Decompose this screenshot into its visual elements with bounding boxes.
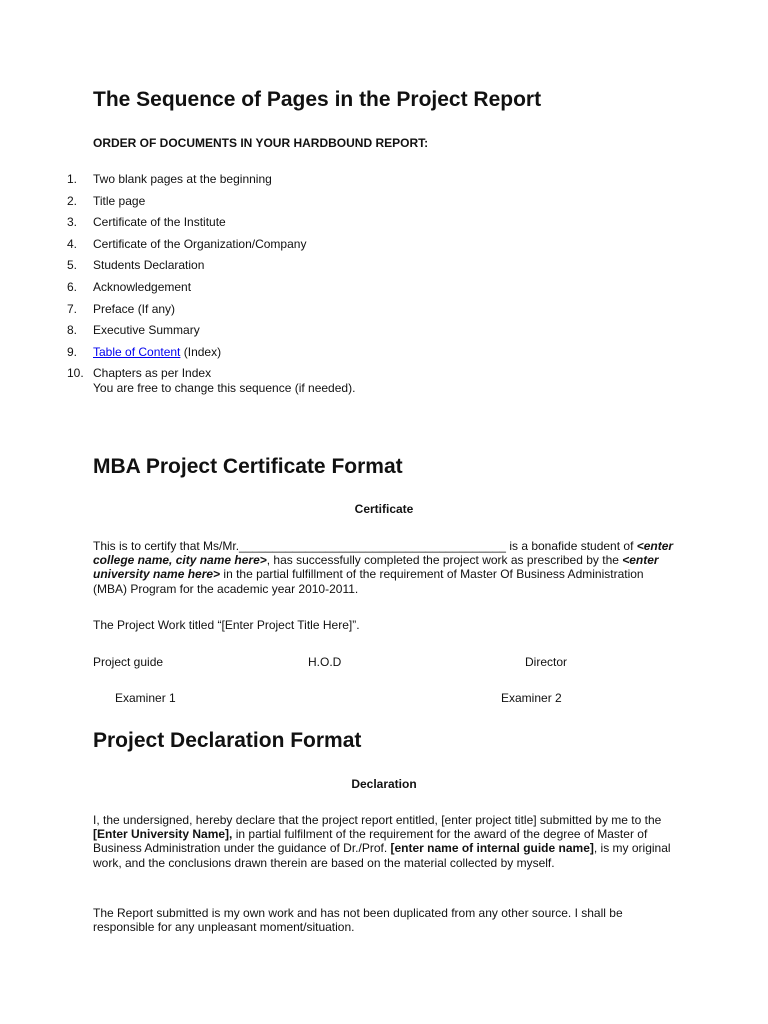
project-work-title: The Project Work titled “[Enter Project Title Here]”. (93, 618, 360, 632)
signature-director: Director (525, 655, 568, 669)
list-item: 10. Chapters as per Index (67, 366, 212, 381)
college-placeholder: <enter college name, city name here> (93, 539, 674, 568)
university-placeholder: <enter university name here> (93, 553, 659, 582)
declaration-closing-paragraph: The Report submitted is my own work and has not been duplicated from any other source. I shall be responsible for any unpleasant moment/situation. (93, 906, 623, 935)
signature-hod: H.O.D (308, 655, 342, 669)
sequence-list (67, 172, 307, 388)
list-item: 1. Two blank pages at the beginning (67, 172, 272, 186)
internal-guide-placeholder: [enter name of internal guide name] (390, 841, 594, 856)
list-item: 6. Acknowledgement (67, 279, 192, 294)
declaration-paragraph: I, the undersigned, hereby declare that the project report entitled, [enter project title] submitted by me to the [Enter University Name], in partial fulfilment of the requirement for the award of the degree of Master of Business Administration under the guidance of Dr./Prof. [enter name of internal guide name], is my original work, and the conclusions drawn therein are based on the material collected by myself. (93, 813, 671, 870)
list-item: 2. Title page (67, 193, 146, 208)
table-of-content-link[interactable]: Table of Content (93, 344, 181, 359)
declaration-subtitle: Declaration (351, 777, 417, 791)
list-item: 4. Certificate of the Organization/Company (67, 236, 307, 251)
university-name-placeholder: [Enter University Name], (93, 827, 233, 842)
list-item: 5. Students Declaration (67, 258, 205, 273)
declaration-title: Project Declaration Format (93, 729, 362, 752)
signature-examiner-1: Examiner 1 (115, 691, 176, 705)
signature-examiner-2: Examiner 2 (501, 691, 562, 705)
list-item: 3. Certificate of the Institute (67, 215, 226, 230)
signature-project-guide: Project guide (93, 655, 164, 669)
certificate-paragraph: This is to certify that Ms/Mr.________________________________________ is a bonafide student of <enter college name, city name here>, has successfully completed the project work as prescribed by the <enter university name here> in the partial fulfillment of the requirement of Master Of Business Administration (MBA) Program for the academic year 2010-2011. (93, 539, 674, 596)
sequence-note: You are free to change this sequence (if needed). (93, 381, 356, 395)
sequence-title: The Sequence of Pages in the Project Report (93, 88, 542, 111)
order-heading: ORDER OF DOCUMENTS IN YOUR HARDBOUND REPORT: (93, 136, 429, 150)
list-item: 9. Table of Content (Index) (67, 344, 222, 359)
certificate-title: MBA Project Certificate Format (93, 455, 403, 478)
certificate-subtitle: Certificate (354, 502, 414, 516)
list-item: 8. Executive Summary (67, 323, 200, 338)
list-item: 7. Preface (If any) (67, 301, 176, 316)
